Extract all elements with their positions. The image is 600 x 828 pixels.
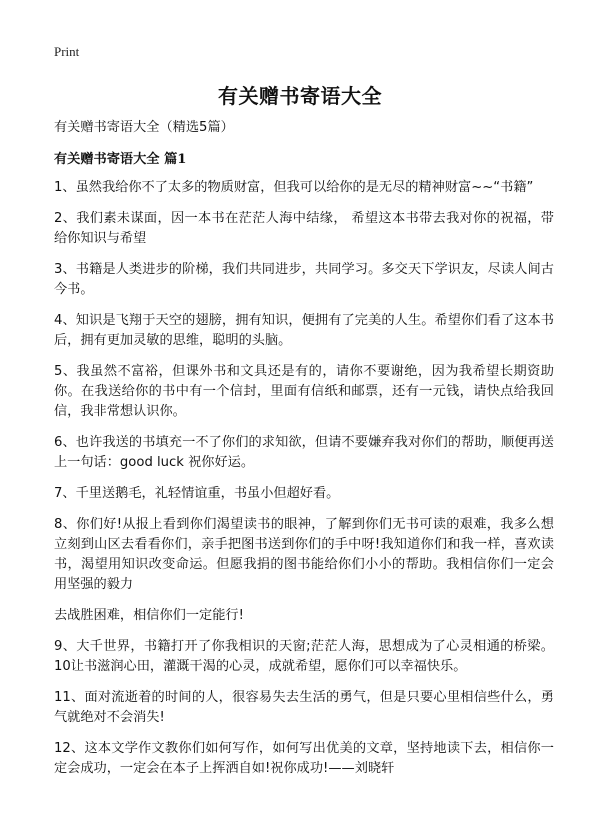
paragraph-8: 8、你们好!从报上看到你们渴望读书的眼神，了解到你们无书可读的艰难，我多么想立刻到山区去看看你们，亲手把图书送到你们的手中呀!我知道你们和我一样，喜欢读书，渴望用知识改变命运。但愿我捐的图书能给你们小小的帮助。我相信你们一定会用坚强的毅力 [54,517,554,592]
document-subtitle: 有关赠书寄语大全（精选5篇） [54,120,234,135]
section-heading: 有关赠书寄语大全 篇1 [54,152,187,167]
paragraph-9: 9、大千世界，书籍打开了你我相识的天窗;茫茫人海，思想成为了心灵相通的桥梁。 10让书滋润心田，灌溉干渴的心灵，成就希望，愿你们可以幸福快乐。 [54,639,554,674]
paragraph-1: 1、虽然我给你不了太多的物质财富，但我可以给你的是无尽的精神财富~~“书籍” [54,180,534,195]
document-body [54,118,554,790]
paragraph-3: 3、书籍是人类进步的阶梯，我们共同进步，共同学习。多交天下学识友，尽读人间古今书。 [54,262,554,297]
paragraph-5: 5、我虽然不富裕，但课外书和文具还是有的，请你不要谢绝，因为我希望长期资助你。在我送给你的书中有一个信封，里面有信纸和邮票，还有一元钱，请快点给我回信，我非常想认识你。 [54,364,554,419]
paragraph-8-continued: 去战胜困难，相信你们一定能行! [54,608,244,623]
paragraph-2: 2、我们素未谋面，因一本书在茫茫人海中结缘， 希望这本书带去我对你的祝福，带给你知识与希望 [54,211,554,246]
paragraph-6: 6、也许我送的书填充一不了你们的求知欲，但请不要嫌弃我对你们的帮助，顺便再送上一句话：good luck 祝你好运。 [54,435,554,470]
page-title: 有关赠书寄语大全 [218,84,382,108]
paragraph-12: 12、这本文学作文教你们如何写作，如何写出优美的文章，坚持地读下去，相信你一定会成功，一定会在本子上挥洒自如!祝你成功!——刘晓轩 [54,741,554,776]
paragraph-4: 4、知识是飞翔于天空的翅膀，拥有知识，便拥有了完美的人生。希望你们看了这本书后，拥有更加灵敏的思维，聪明的头脑。 [54,313,554,348]
paragraph-7: 7、千里送鹅毛，礼轻情谊重，书虽小但超好看。 [54,486,340,501]
print-label: Print [54,44,80,59]
paragraph-11: 11、面对流逝着的时间的人，很容易失去生活的勇气，但是只要心里相信些什么，勇气就绝对不会消失! [54,690,554,725]
